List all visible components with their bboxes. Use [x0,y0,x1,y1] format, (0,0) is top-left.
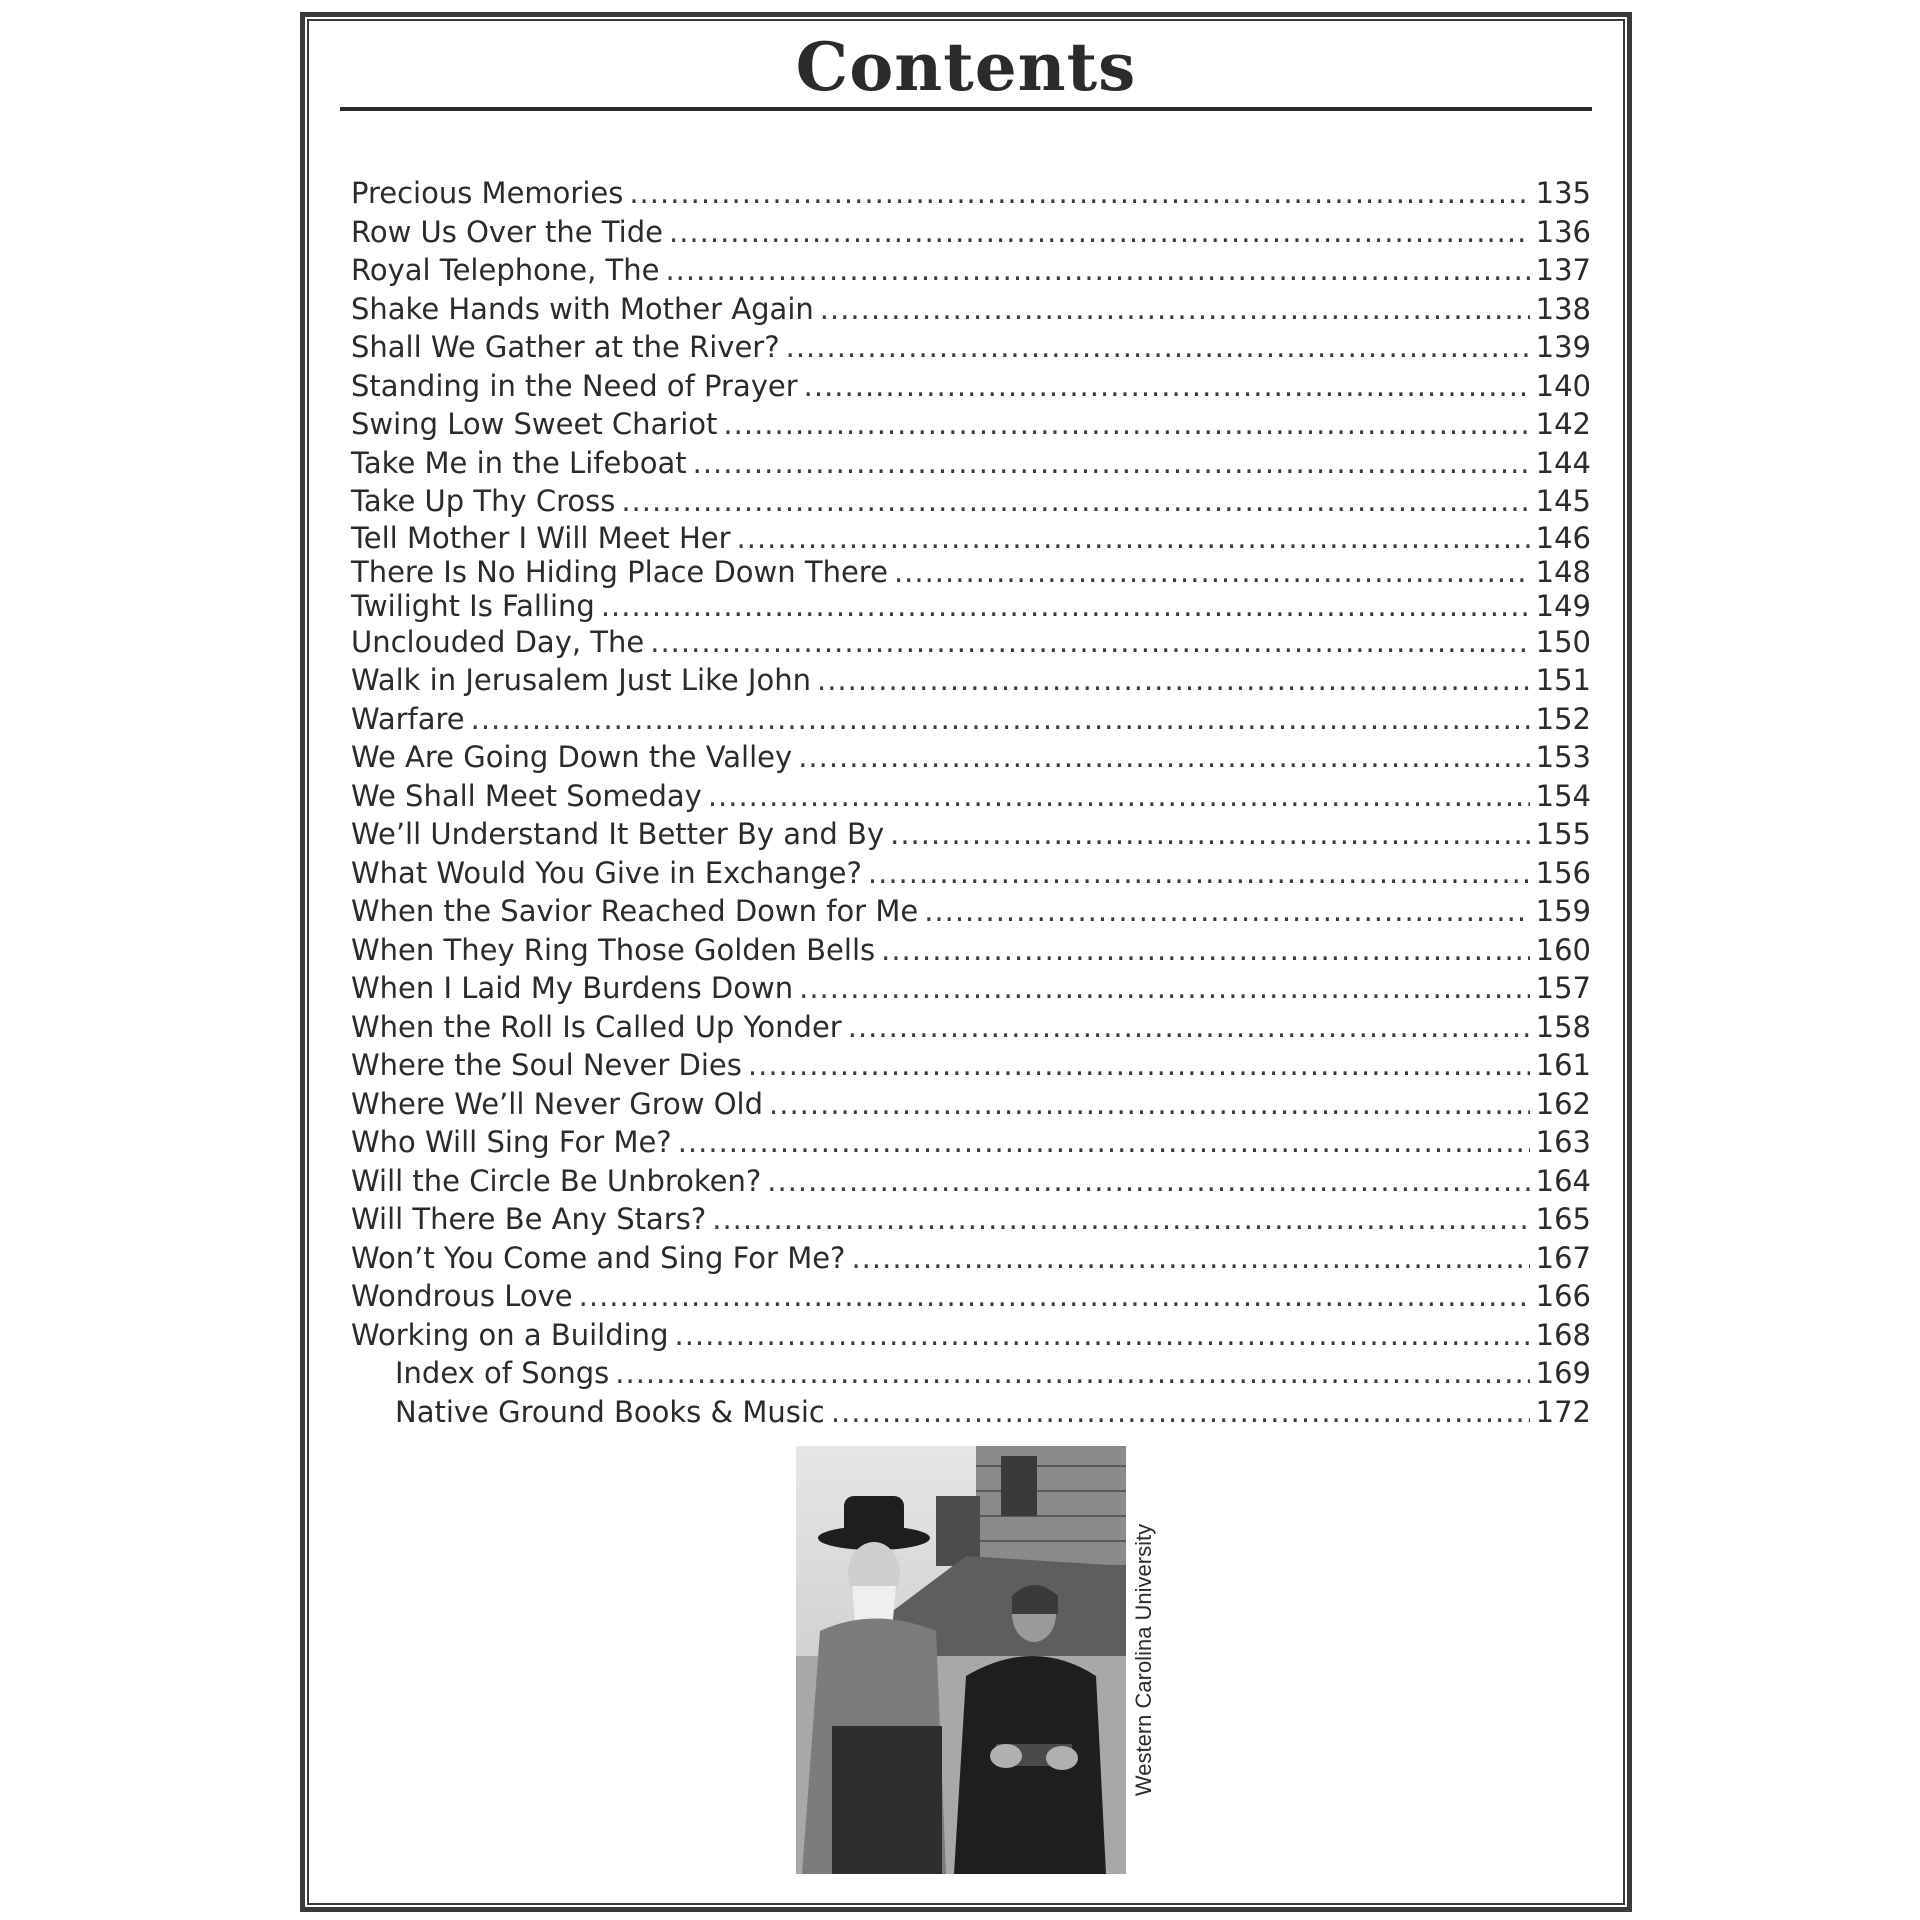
toc-leader-dots [708,777,1530,816]
toc-leader-dots [848,1008,1530,1047]
toc-entry-page: 146 [1535,520,1591,555]
toc-leader-dots [579,1277,1530,1316]
toc-leader-dots [769,1085,1530,1124]
toc-entry-title: Will the Circle Be Unbroken? [351,1163,762,1198]
toc-leader-dots [798,738,1529,777]
toc-entry-page: 172 [1535,1394,1591,1429]
page-title: Contents [795,28,1137,106]
toc-leader-dots [621,482,1529,521]
toc-leader-dots [669,213,1530,252]
historical-photo [796,1446,1126,1874]
toc-entry-page: 160 [1535,932,1591,967]
toc-leader-dots [924,892,1529,931]
photo-credit [1126,1446,1162,1874]
toc-entry-title: Take Up Thy Cross [351,484,616,518]
toc-entry-title: Row Us Over the Tide [351,214,663,249]
toc-entry [351,700,1591,739]
toc-entry [351,1316,1591,1355]
toc-entry [351,1239,1591,1278]
toc-entry-title: Shake Hands with Mother Again [351,291,814,326]
toc-entry-title: Won’t You Come and Sing For Me? [351,1240,846,1275]
toc-entry [351,931,1591,970]
toc-leader-dots [748,1046,1530,1085]
toc-leader-dots [820,290,1530,329]
toc-leader-dots [615,1354,1529,1393]
toc-leader-dots [890,815,1530,854]
toc-entry [351,1277,1591,1316]
toc-entry-title: Standing in the Need of Prayer [351,368,798,403]
toc-entry [351,521,1591,555]
toc-entry-title: Working on a Building [351,1317,669,1352]
toc-entry [351,1046,1591,1085]
toc-entry-page: 156 [1535,855,1591,890]
toc-entry-page: 138 [1535,291,1591,326]
toc-entry-page: 149 [1535,588,1591,623]
toc-entry-title: Swing Low Sweet Chariot [351,407,718,441]
toc-entry-page: 152 [1535,701,1591,736]
toc-entry-title: We Are Going Down the Valley [351,740,793,774]
toc-leader-dots [767,1162,1529,1201]
toc-entry [351,328,1591,367]
toc-leader-dots [678,1123,1530,1162]
toc-entry-page: 158 [1535,1009,1591,1044]
toc-entry-title: When the Savior Reached Down for Me [351,894,919,928]
toc-entry [351,1354,1591,1393]
toc-leader-dots [737,521,1530,555]
toc-entry-title: When I Laid My Burdens Down [351,971,794,1005]
toc-entry [351,290,1591,329]
toc-leader-dots [723,405,1529,444]
toc-entry-title: There Is No Hiding Place Down There [351,554,888,589]
toc-leader-dots [868,854,1530,893]
toc-entry [351,1162,1591,1201]
toc-entry-title: Precious Memories [351,176,624,210]
toc-entry [351,892,1591,931]
toc-entry-title: Wondrous Love [351,1279,573,1313]
table-of-contents [351,174,1591,1431]
toc-entry-title: Will There Be Any Stars? [351,1202,707,1236]
toc-entry [351,738,1591,777]
toc-entry-page: 155 [1535,817,1591,851]
toc-entry [351,251,1591,290]
toc-entry-page: 144 [1535,445,1591,480]
toc-leader-dots [629,174,1529,213]
photo-couple-image [796,1446,1126,1874]
toc-entry-page: 163 [1535,1125,1591,1159]
toc-entry-page: 165 [1535,1202,1591,1236]
toc-entry [351,1123,1591,1162]
toc-entry-title: Index of Songs [395,1356,610,1390]
toc-entry-title: What Would You Give in Exchange? [351,855,862,890]
toc-entry-page: 157 [1535,971,1591,1005]
toc-entry-page: 167 [1535,1240,1591,1275]
toc-entry-title: Unclouded Day, The [351,624,645,659]
toc-entry [351,854,1591,893]
toc-entry [351,1200,1591,1239]
toc-entry-title: When They Ring Those Golden Bells [351,932,876,967]
toc-entry-title: Twilight Is Falling [351,588,595,623]
toc-entry-page: 154 [1535,778,1591,813]
toc-entry-page: 159 [1535,894,1591,928]
toc-leader-dots [712,1200,1529,1239]
toc-entry [351,623,1591,662]
toc-entry-page: 150 [1535,624,1591,659]
toc-entry-page: 162 [1535,1086,1591,1121]
toc-leader-dots [665,251,1529,290]
toc-entry-title: Native Ground Books & Music [395,1394,825,1429]
toc-leader-dots [601,589,1530,623]
toc-leader-dots [693,444,1530,483]
toc-entry-page: 137 [1535,253,1591,287]
toc-leader-dots [894,555,1530,589]
toc-entry-page: 136 [1535,214,1591,249]
toc-leader-dots [817,661,1530,700]
toc-entry [351,589,1591,623]
toc-entry-title: Walk in Jerusalem Just Like John [351,663,811,697]
toc-entry-title: Shall We Gather at the River? [351,330,780,364]
toc-entry [351,815,1591,854]
toc-entry-page: 168 [1535,1317,1591,1352]
toc-leader-dots [804,367,1530,406]
toc-entry [351,405,1591,444]
toc-entry [351,367,1591,406]
toc-entry-title: Where the Soul Never Dies [351,1048,742,1082]
toc-entry-page: 145 [1535,484,1591,518]
toc-entry-page: 169 [1535,1356,1591,1390]
toc-entry [351,482,1591,521]
toc-entry-title: Royal Telephone, The [351,253,660,287]
toc-entry-page: 151 [1535,663,1591,697]
toc-entry [351,1393,1591,1432]
toc-entry [351,555,1591,589]
toc-entry-page: 135 [1535,176,1591,210]
toc-entry-title: Where We’ll Never Grow Old [351,1086,764,1121]
toc-entry [351,777,1591,816]
toc-entry [351,661,1591,700]
toc-entry-title: Take Me in the Lifeboat [351,445,687,480]
toc-entry [351,1008,1591,1047]
toc-leader-dots [471,700,1530,739]
toc-leader-dots [831,1393,1530,1432]
toc-entry-page: 164 [1535,1163,1591,1198]
toc-entry-title: We Shall Meet Someday [351,778,702,813]
toc-entry-title: Tell Mother I Will Meet Her [351,520,731,555]
toc-entry-page: 142 [1535,407,1591,441]
toc-entry-page: 148 [1535,554,1591,589]
toc-leader-dots [881,931,1530,970]
photo-credit-text: Western Carolina University [1131,1523,1156,1797]
toc-entry-page: 161 [1535,1048,1591,1082]
toc-entry [351,969,1591,1008]
toc-entry [351,213,1591,252]
toc-entry [351,1085,1591,1124]
toc-leader-dots [650,623,1529,662]
toc-entry-page: 140 [1535,368,1591,403]
toc-entry-page: 166 [1535,1279,1591,1313]
title-underline [340,107,1592,111]
toc-entry [351,174,1591,213]
toc-leader-dots [799,969,1530,1008]
toc-entry-title: Warfare [351,701,465,736]
toc-entry-title: When the Roll Is Called Up Yonder [351,1009,842,1044]
toc-entry-page: 139 [1535,330,1591,364]
toc-entry-title: We’ll Understand It Better By and By [351,817,885,851]
toc-entry [351,444,1591,483]
toc-entry-title: Who Will Sing For Me? [351,1125,672,1159]
toc-leader-dots [786,328,1530,367]
toc-leader-dots [851,1239,1529,1278]
toc-entry-page: 153 [1535,740,1591,774]
toc-leader-dots [674,1316,1529,1355]
